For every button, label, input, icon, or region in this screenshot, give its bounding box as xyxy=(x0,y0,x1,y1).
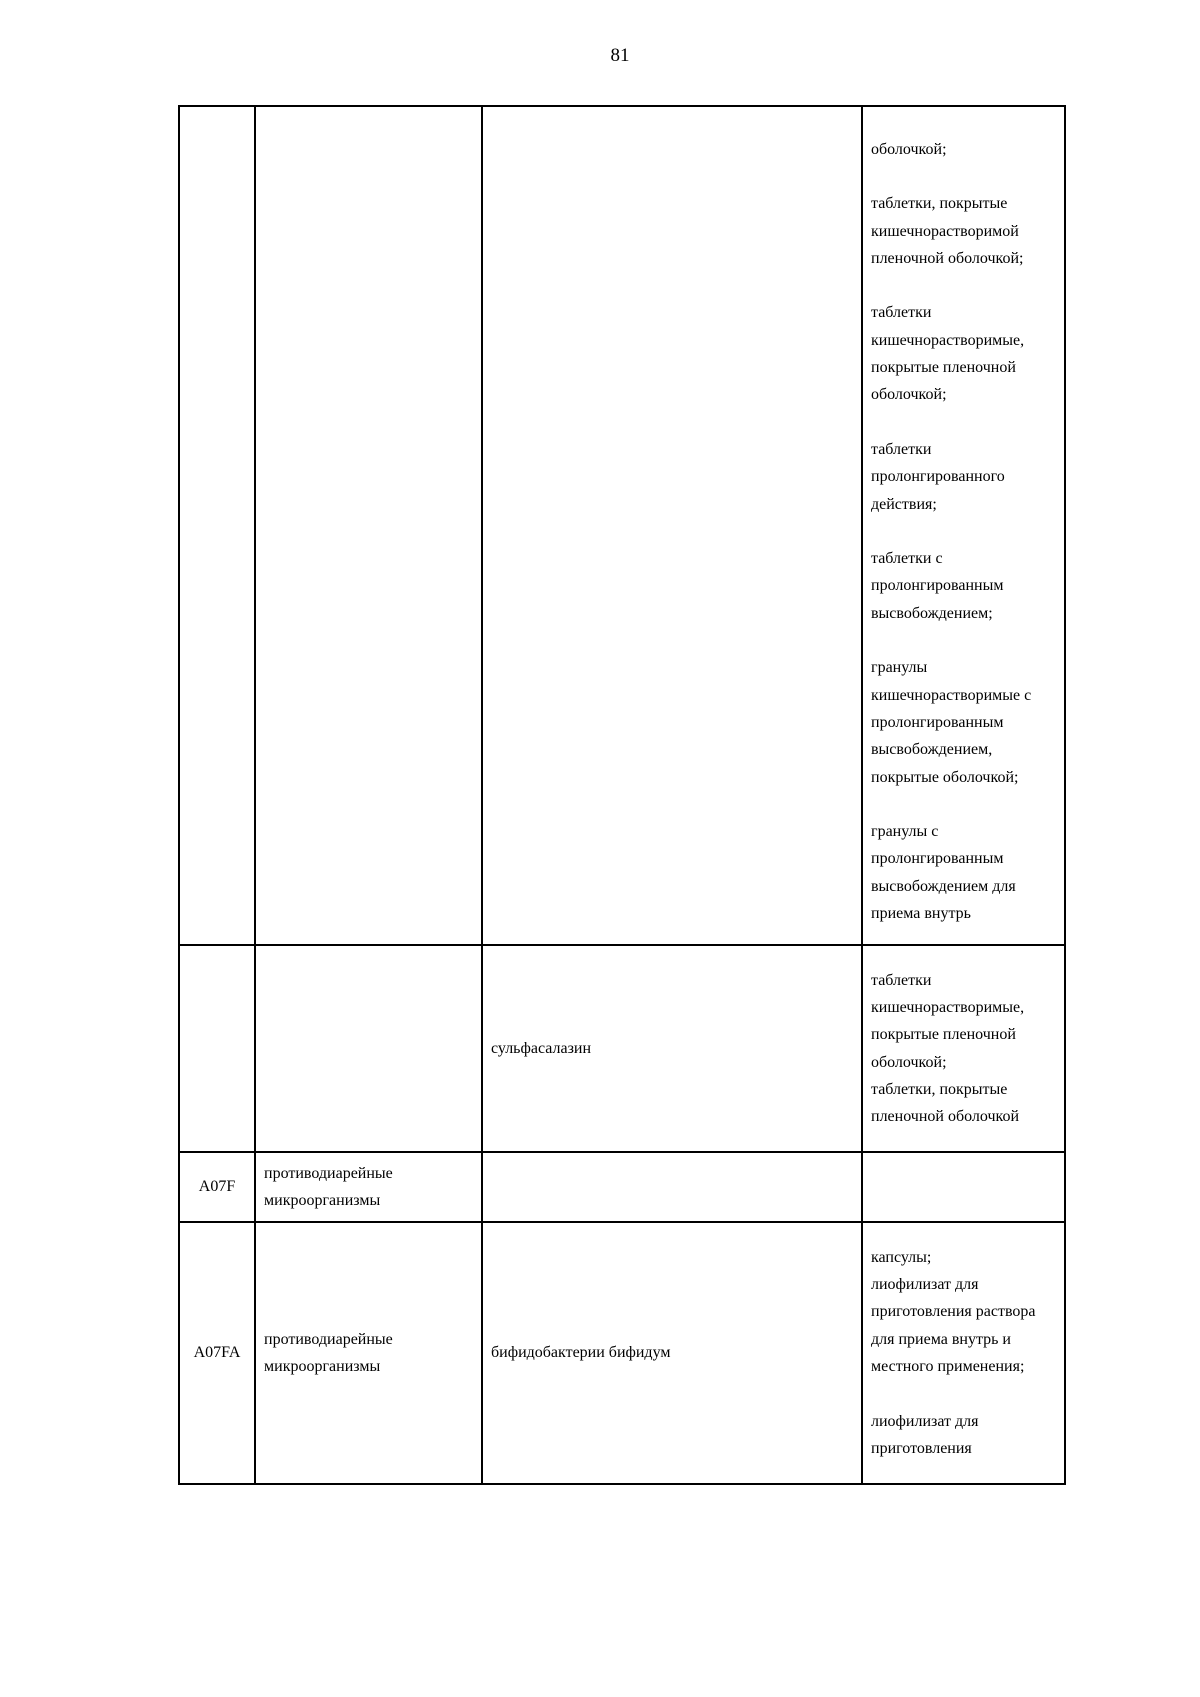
atc-code-cell: A07FA xyxy=(179,1222,255,1484)
dosage-form: лиофилизат для приготовления xyxy=(871,1412,979,1457)
drug-name-cell: сульфасалазин xyxy=(482,945,862,1152)
dosage-form: таблетки с пролонгированным высвобождением; xyxy=(871,550,1004,622)
dosage-form: таблетки, покрытые кишечнорастворимой пленочной оболочкой; xyxy=(871,195,1024,267)
dosage-form: гранулы с пролонгированным высвобождением для приема внутрь xyxy=(871,823,1016,922)
dosage-form: гранулы кишечнорастворимые с пролонгированным высвобождением, покрытые оболочкой; xyxy=(871,659,1032,786)
dosage-form: таблетки, покрытые пленочной оболочкой xyxy=(871,1080,1020,1126)
dosage-form: таблетки кишечнорастворимые, покрытые пленочной оболочкой; xyxy=(871,304,1025,404)
drug-name-cell: бифидобактерии бифидум xyxy=(482,1222,862,1484)
drug-name-cell xyxy=(482,106,862,945)
table-row xyxy=(179,1222,1065,1484)
drug-name-cell xyxy=(482,1152,862,1222)
table-row xyxy=(179,1152,1065,1222)
dosage-forms-cell xyxy=(862,1222,1065,1484)
table-row xyxy=(179,106,1065,945)
page-number: 81 xyxy=(610,45,630,66)
dosage-form: оболочкой; xyxy=(871,140,947,158)
atc-code-cell xyxy=(179,106,255,945)
table-row xyxy=(179,945,1065,1152)
dosage-forms-cell xyxy=(862,1152,1065,1222)
group-cell xyxy=(255,106,482,945)
dosage-forms-cell xyxy=(862,106,1065,945)
dosage-form: таблетки кишечнорастворимые, покрытые пленочной оболочкой; xyxy=(871,971,1025,1071)
group-cell: противодиарейные микроорганизмы xyxy=(255,1222,482,1484)
atc-code-cell xyxy=(179,945,255,1152)
drug-list-table xyxy=(178,105,1066,1485)
group-cell xyxy=(255,945,482,1152)
dosage-form: капсулы; xyxy=(871,1248,932,1266)
dosage-forms-cell xyxy=(862,945,1065,1152)
atc-code-cell: A07F xyxy=(179,1152,255,1222)
group-cell: противодиарейные микроорганизмы xyxy=(255,1152,482,1222)
dosage-form: таблетки пролонгированного действия; xyxy=(871,440,1005,513)
dosage-form: лиофилизат для приготовления раствора для приема внутрь и местного применения; xyxy=(871,1276,1036,1375)
